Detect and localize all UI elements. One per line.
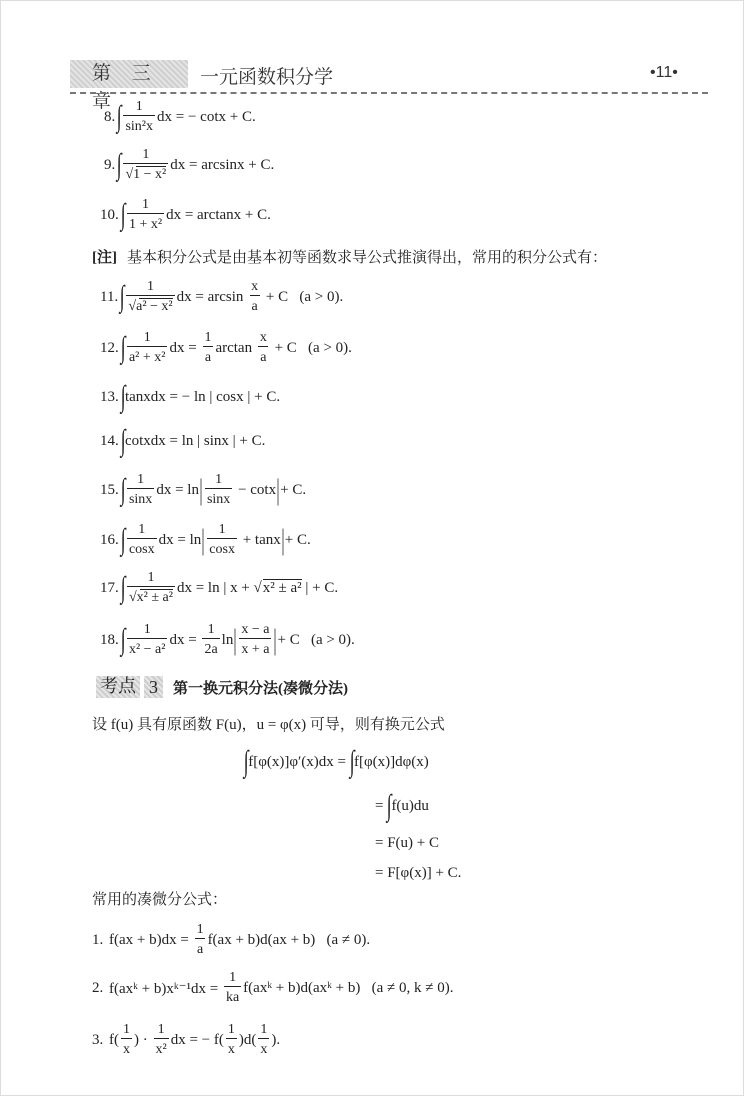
denominator: sinx xyxy=(127,488,154,508)
display-eq-1 xyxy=(244,740,429,784)
math-text: + C (a > 0). xyxy=(277,631,355,648)
integral-sign: ∫ xyxy=(120,331,126,364)
denominator: cosx xyxy=(207,538,237,558)
numerator: 1 xyxy=(137,471,145,487)
denominator: x + a xyxy=(239,638,271,658)
note-text: 基本积分公式是由基本初等函数求导公式推演得出，常用的积分公式有： xyxy=(127,250,608,266)
math-text: + C (a > 0). xyxy=(270,339,352,356)
item-number: 18. xyxy=(100,631,119,648)
numerator: 1 xyxy=(142,196,150,212)
common-label: 常用的凑微分公式： xyxy=(92,892,228,908)
formula-15 xyxy=(100,468,306,512)
absolute-bar: | xyxy=(281,523,285,556)
item-number: 14. xyxy=(100,432,119,449)
fraction xyxy=(123,99,155,135)
item-number: 11. xyxy=(100,288,119,305)
math-text: = F(u) + C xyxy=(375,834,440,851)
math-text: f(ax + b)d(ax + b) (a ≠ 0). xyxy=(207,931,371,948)
fraction xyxy=(126,279,174,315)
numerator: 1 xyxy=(260,1021,268,1037)
denominator: sin²x xyxy=(123,115,155,135)
integral-sign: ∫ xyxy=(243,745,249,778)
note xyxy=(92,246,607,267)
common-formula-3 xyxy=(92,1018,280,1062)
denominator: x xyxy=(258,1038,269,1058)
chapter-title: 一元函数积分学 xyxy=(200,67,334,88)
math-text: − cotx xyxy=(234,481,277,498)
integral-sign: ∫ xyxy=(120,623,126,656)
math-text: f[φ(x)]φ′(x)dx = xyxy=(248,753,350,770)
common-formula-2 xyxy=(92,966,453,1010)
fraction xyxy=(224,970,241,1006)
common-formula-1 xyxy=(92,918,370,962)
item-number: 9. xyxy=(104,156,116,173)
denominator: a xyxy=(195,938,205,958)
math-text: dx = ln | x + √ xyxy=(176,579,262,596)
math-text: dx = xyxy=(169,339,201,356)
denominator: √a² − x² xyxy=(126,295,174,315)
fraction xyxy=(127,197,164,233)
fraction xyxy=(207,522,237,558)
math-text: tanxdx = − ln | cosx | + C. xyxy=(124,388,281,405)
chapter-label: 第 三 章 xyxy=(70,60,188,88)
numerator: 1 xyxy=(123,1021,130,1037)
section-number: 3 xyxy=(144,676,163,698)
math-text: f(ax + b)dx = xyxy=(105,931,193,948)
integral-sign: ∫ xyxy=(120,473,126,506)
item-number: 8. xyxy=(104,108,116,125)
fraction xyxy=(127,570,175,606)
page-number: •11• xyxy=(650,64,678,81)
display-eq-4 xyxy=(375,851,461,895)
item-number: 2. xyxy=(92,979,104,996)
math-text: f[φ(x)]dφ(x) xyxy=(353,753,429,770)
formula-8 xyxy=(104,95,256,139)
denominator: a xyxy=(203,346,213,366)
math-text: arctan xyxy=(215,339,256,356)
math-text: dx = ln xyxy=(156,481,199,498)
fraction xyxy=(239,622,271,658)
fraction xyxy=(258,330,269,366)
formula-12 xyxy=(100,326,352,370)
math-text: ) · xyxy=(134,1031,152,1048)
item-number: 15. xyxy=(100,481,119,498)
formula-9 xyxy=(104,143,274,187)
math-text: )d( xyxy=(238,1031,257,1048)
formula-16 xyxy=(100,518,311,562)
math-text: f(u)du xyxy=(391,797,429,814)
math-text: = xyxy=(375,797,388,814)
integral-sign: ∫ xyxy=(120,380,126,413)
denominator: a xyxy=(258,346,268,366)
denominator: √1 − x² xyxy=(123,163,168,183)
numerator: 1 xyxy=(143,329,151,345)
math-text: f(axᵏ + b)d(axᵏ + b) (a ≠ 0, k ≠ 0). xyxy=(243,979,454,996)
denominator: a² + x² xyxy=(127,346,168,366)
numerator: 1 xyxy=(218,521,226,537)
numerator: 1 xyxy=(227,1021,235,1037)
denominator: x xyxy=(226,1038,237,1058)
integral-sign: ∫ xyxy=(120,198,126,231)
math-text: ln xyxy=(221,631,234,648)
integral-sign: ∫ xyxy=(120,424,126,457)
numerator: 1 xyxy=(135,98,143,114)
numerator: 1 xyxy=(215,471,223,487)
absolute-bar: | xyxy=(199,473,203,506)
item-number: 16. xyxy=(100,531,119,548)
math-text: dx = − f( xyxy=(170,1031,224,1048)
formula-10 xyxy=(100,193,271,237)
absolute-bar: | xyxy=(276,473,280,506)
fraction xyxy=(127,330,168,366)
math-text: dx = arctanx + C. xyxy=(166,206,271,223)
section-title: 第一换元积分法(凑微分法) xyxy=(173,680,348,697)
fraction xyxy=(226,1022,237,1058)
item-number: 3. xyxy=(92,1031,104,1048)
fraction xyxy=(127,522,157,558)
intro-text: 设 f(u) 具有原函数 F(u)，u = φ(x) 可导，则有换元公式 xyxy=(92,717,445,733)
math-text: = F[φ(x)] + C. xyxy=(375,864,462,881)
integral-sign: ∫ xyxy=(119,280,125,313)
fraction xyxy=(202,622,219,658)
denominator: sinx xyxy=(205,488,232,508)
integral-sign: ∫ xyxy=(116,100,122,133)
numerator: 1 xyxy=(229,969,237,985)
numerator: x xyxy=(251,278,259,294)
fraction xyxy=(121,1022,132,1058)
numerator: 1 xyxy=(147,569,155,585)
note-label: [注] xyxy=(92,250,117,266)
denominator: 2a xyxy=(202,638,219,658)
numerator: 1 xyxy=(143,621,151,637)
radicand: x² ± a² xyxy=(262,580,302,596)
numerator: 1 xyxy=(204,329,212,345)
numerator: 1 xyxy=(207,621,215,637)
fraction xyxy=(127,622,168,658)
numerator: x − a xyxy=(241,621,270,637)
math-text: f( xyxy=(105,1031,119,1048)
numerator: x xyxy=(259,329,267,345)
math-text: dx = xyxy=(169,631,201,648)
absolute-bar: | xyxy=(273,623,277,656)
math-text: + C (a > 0). xyxy=(262,288,344,305)
item-number: 10. xyxy=(100,206,119,223)
formula-13 xyxy=(100,375,280,419)
absolute-bar: | xyxy=(233,623,237,656)
math-text: + C. xyxy=(280,481,307,498)
formula-17 xyxy=(100,566,338,610)
fraction xyxy=(127,472,154,508)
numerator: 1 xyxy=(196,921,204,937)
fraction xyxy=(195,922,206,958)
denominator: 1 + x² xyxy=(127,213,164,233)
absolute-bar: | xyxy=(201,523,205,556)
integral-sign: ∫ xyxy=(116,148,122,181)
numerator: 1 xyxy=(138,521,146,537)
item-number: 12. xyxy=(100,339,119,356)
fraction xyxy=(202,330,213,366)
fraction xyxy=(205,472,232,508)
math-text: + C. xyxy=(284,531,311,548)
math-text: f(axᵏ + b)xᵏ⁻¹dx = xyxy=(105,980,222,997)
denominator: √x² ± a² xyxy=(127,586,175,606)
item-number: 17. xyxy=(100,579,119,596)
denominator: a xyxy=(250,295,260,315)
math-text: cotxdx = ln | sinx | + C. xyxy=(124,432,266,449)
fraction xyxy=(123,147,168,183)
denominator: x² xyxy=(154,1038,169,1058)
math-text: dx = arcsinx + C. xyxy=(170,156,275,173)
numerator: 1 xyxy=(147,278,155,294)
integral-sign: ∫ xyxy=(120,571,126,604)
section-badge: 考点 xyxy=(96,676,140,698)
math-text: dx = arcsin xyxy=(176,288,248,305)
header-rule xyxy=(70,92,708,94)
item-number: 1. xyxy=(92,931,104,948)
integral-sign: ∫ xyxy=(349,745,355,778)
denominator: cosx xyxy=(127,538,157,558)
numerator: 1 xyxy=(157,1021,165,1037)
denominator: x xyxy=(121,1038,132,1058)
integral-sign: ∫ xyxy=(386,789,392,822)
denominator: x² − a² xyxy=(127,638,168,658)
fraction xyxy=(249,279,260,315)
section-heading xyxy=(96,676,348,698)
math-text: ). xyxy=(271,1031,281,1048)
fraction xyxy=(154,1022,169,1058)
formula-18 xyxy=(100,618,355,662)
math-text: | + C. xyxy=(301,579,339,596)
numerator: 1 xyxy=(142,146,150,162)
formula-11 xyxy=(100,275,343,319)
integral-sign: ∫ xyxy=(120,523,126,556)
denominator: ka xyxy=(224,986,241,1006)
math-text: dx = ln xyxy=(158,531,202,548)
math-text: + tanx xyxy=(238,531,281,548)
math-text: dx = − cotx + C. xyxy=(157,108,256,125)
fraction xyxy=(258,1022,269,1058)
item-number: 13. xyxy=(100,388,119,405)
formula-14 xyxy=(100,419,265,463)
